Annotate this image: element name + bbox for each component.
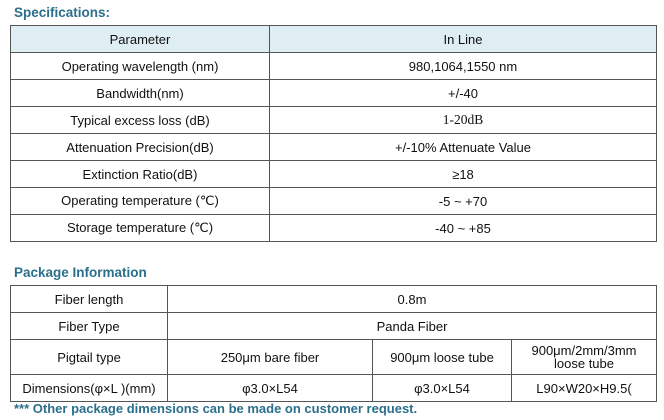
value-cell: 980,1064,1550 nm <box>270 53 657 80</box>
parameter-cell: Storage temperature (℃) <box>11 215 270 242</box>
value-cell: 1-20dB <box>270 107 657 134</box>
dimensions-value: φ3.0×L54 <box>373 375 512 402</box>
parameter-cell: Typical excess loss (dB) <box>11 107 270 134</box>
specifications-heading: Specifications: <box>14 5 111 20</box>
pigtail-option-loose-tube: 900μm loose tube <box>373 340 512 375</box>
table-row <box>11 375 657 402</box>
pigtail-option-bare-fiber: 250μm bare fiber <box>168 340 373 375</box>
parameter-cell: Attenuation Precision(dB) <box>11 134 270 161</box>
table-header-row <box>11 26 657 53</box>
fiber-length-value: 0.8m <box>168 286 657 313</box>
table-row <box>11 161 657 188</box>
custom-dimensions-note: *** Other package dimensions can be made on customer request. <box>14 401 418 416</box>
parameter-cell: Extinction Ratio(dB) <box>11 161 270 188</box>
value-cell: -40 ~ +85 <box>270 215 657 242</box>
pigtail-option-multi <box>512 340 657 375</box>
table-row <box>11 53 657 80</box>
table-row <box>11 188 657 215</box>
parameter-header: Parameter <box>11 26 270 53</box>
table-row <box>11 313 657 340</box>
value-cell: +/-40 <box>270 80 657 107</box>
table-row <box>11 80 657 107</box>
fiber-type-label: Fiber Type <box>11 313 168 340</box>
dimensions-value: L90×W20×H9.5( <box>512 375 657 402</box>
table-row <box>11 286 657 313</box>
package-information-table <box>10 285 657 402</box>
pigtail-option-multi-line2: loose tube <box>554 356 614 371</box>
in-line-header: In Line <box>270 26 657 53</box>
dimensions-value: φ3.0×L54 <box>168 375 373 402</box>
value-cell: ≥18 <box>270 161 657 188</box>
dimensions-label: Dimensions(φ×L )(mm) <box>11 375 168 402</box>
fiber-length-label: Fiber length <box>11 286 168 313</box>
value-cell: -5 ~ +70 <box>270 188 657 215</box>
pigtail-option-multi-line1: 900μm/2mm/3mm <box>531 343 637 358</box>
table-row <box>11 107 657 134</box>
table-row <box>11 215 657 242</box>
fiber-type-value: Panda Fiber <box>168 313 657 340</box>
specifications-table <box>10 25 657 242</box>
pigtail-type-label: Pigtail type <box>11 340 168 375</box>
parameter-cell: Bandwidth(nm) <box>11 80 270 107</box>
table-row <box>11 134 657 161</box>
parameter-cell: Operating temperature (℃) <box>11 188 270 215</box>
parameter-cell: Operating wavelength (nm) <box>11 53 270 80</box>
value-cell: +/-10% Attenuate Value <box>270 134 657 161</box>
package-information-heading: Package Information <box>14 265 147 280</box>
table-row <box>11 340 657 375</box>
